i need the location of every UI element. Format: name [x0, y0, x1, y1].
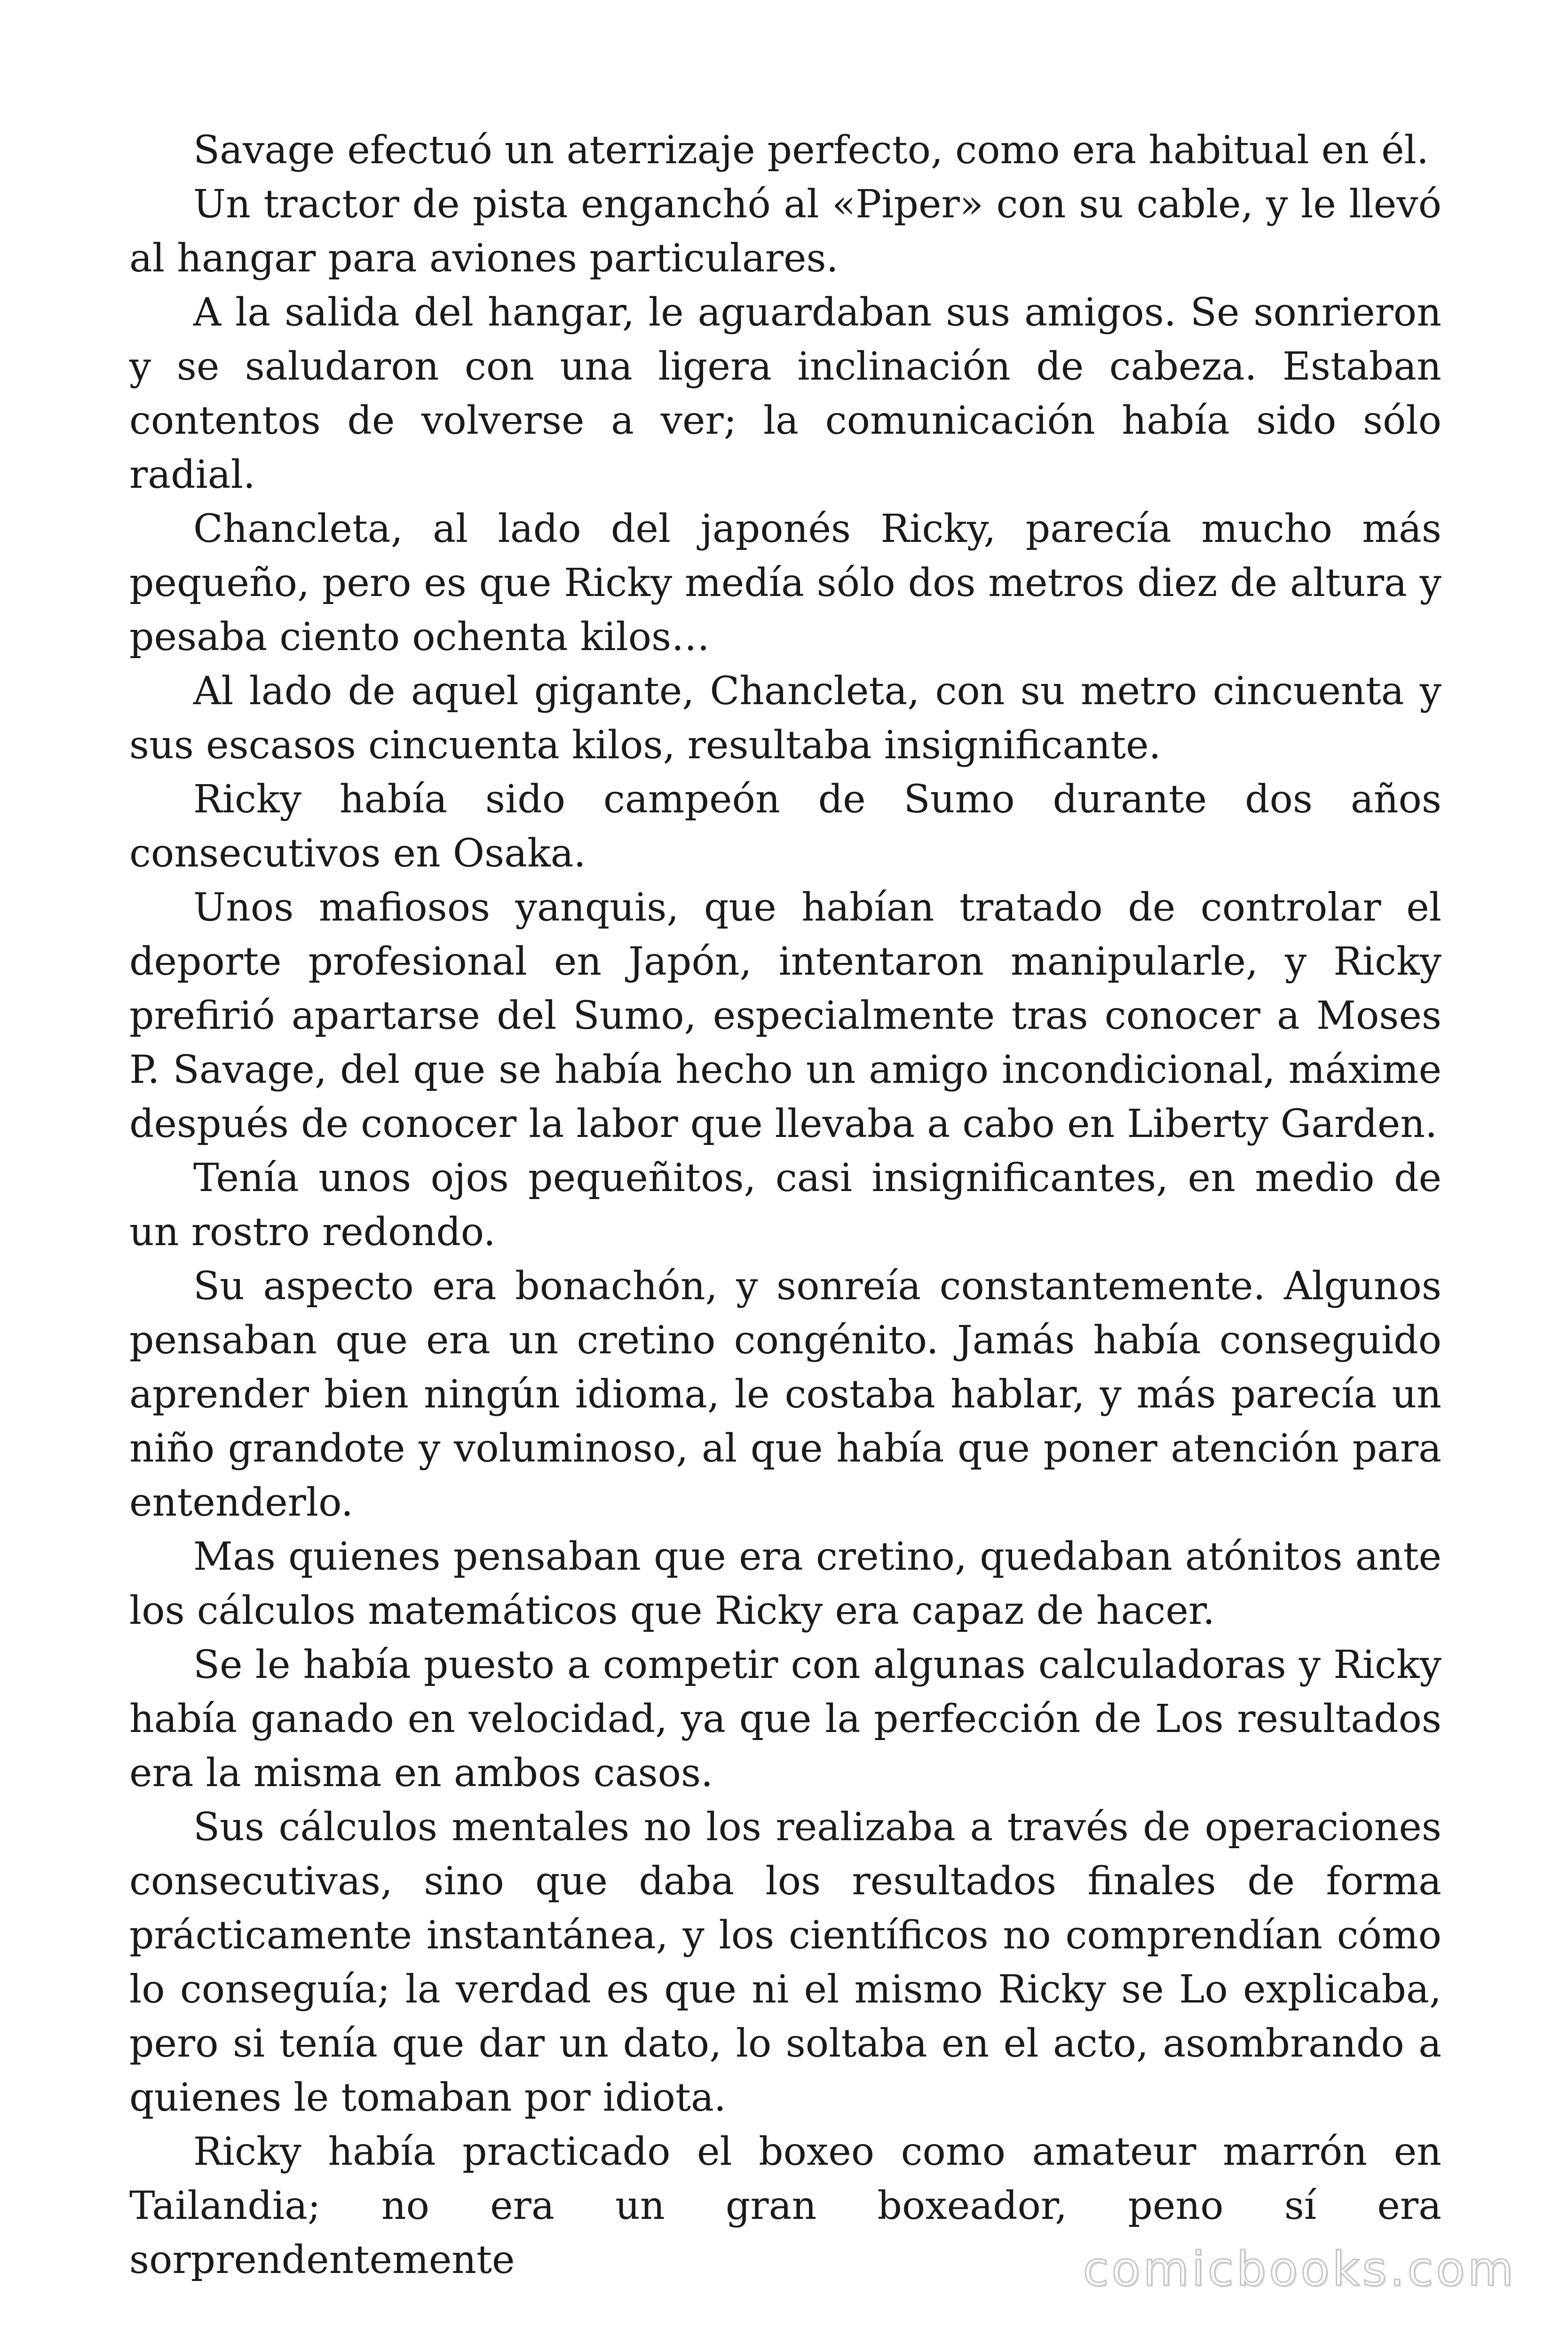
- paragraph: Se le había puesto a competir con algunas calculadoras y Ricky había ganado en velocidad, ya que la perfección de Los resultados era la misma en ambos casos.: [129, 1643, 1441, 1796]
- paragraph: Ricky había sido campeón de Sumo durante dos años consecutivos en Osaka.: [129, 777, 1441, 876]
- watermark: comicbooks.com: [1083, 2241, 1516, 2296]
- paragraph: Unos mafiosos yanquis, que habían tratado de controlar el deporte profesional en Japón, intentaron manipularle, y Ricky prefirió apartarse del Sumo, especialmente tras conocer a Moses P. Savage, del que se había hecho un amigo incondicional, máxime después de conocer la labor que llevaba a cabo en Liberty Garden.: [129, 885, 1441, 1146]
- paragraph: Su aspecto era bonachón, y sonreía constantemente. Algunos pensaban que era un cretino congénito. Jamás había conseguido aprender bien ningún idioma, le costaba hablar, y más parecía un niño grandote y voluminoso, al que había que poner atención para entenderlo.: [129, 1264, 1441, 1525]
- paragraph: Savage efectuó un aterrizaje perfecto, como era habitual en él.: [193, 128, 1429, 173]
- paragraph: Chancleta, al lado del japonés Ricky, parecía mucho más pequeño, pero es que Ricky medía sólo dos metros diez de altura y pesaba ciento ochenta kilos…: [129, 507, 1441, 660]
- paragraph: Ricky había practicado el boxeo como amateur marrón en Tailandia; no era un gran boxeador, peno sí era sorprendentemente: [129, 2130, 1441, 2282]
- paragraph: Tenía unos ojos pequeñitos, casi insignificantes, en medio de un rostro redondo.: [129, 1156, 1441, 1255]
- paragraph: Mas quienes pensaban que era cretino, quedaban atónitos ante los cálculos matemáticos que Ricky era capaz de hacer.: [129, 1534, 1441, 1633]
- page-body: [129, 123, 1441, 2287]
- paragraph: Al lado de aquel gigante, Chancleta, con su metro cincuenta y sus escasos cincuenta kilos, resultaba insignificante.: [129, 669, 1441, 768]
- paragraph: Un tractor de pista enganchó al «Piper» con su cable, y le llevó al hangar para aviones particulares.: [129, 182, 1441, 281]
- paragraph: Sus cálculos mentales no los realizaba a través de operaciones consecutivas, sino que daba los resultados finales de forma prácticamente instantánea, y los científicos no comprendían cómo lo conseguía; la verdad es que ni el mismo Ricky se Lo explicaba, pero si tenía que dar un dato, lo soltaba en el acto, asombrando a quienes le tomaban por idiota.: [129, 1805, 1441, 2120]
- paragraph: A la salida del hangar, le aguardaban sus amigos. Se sonrieron y se saludaron con una ligera inclinación de cabeza. Estaban contentos de volverse a ver; la comunicación había sido sólo radial.: [129, 290, 1441, 497]
